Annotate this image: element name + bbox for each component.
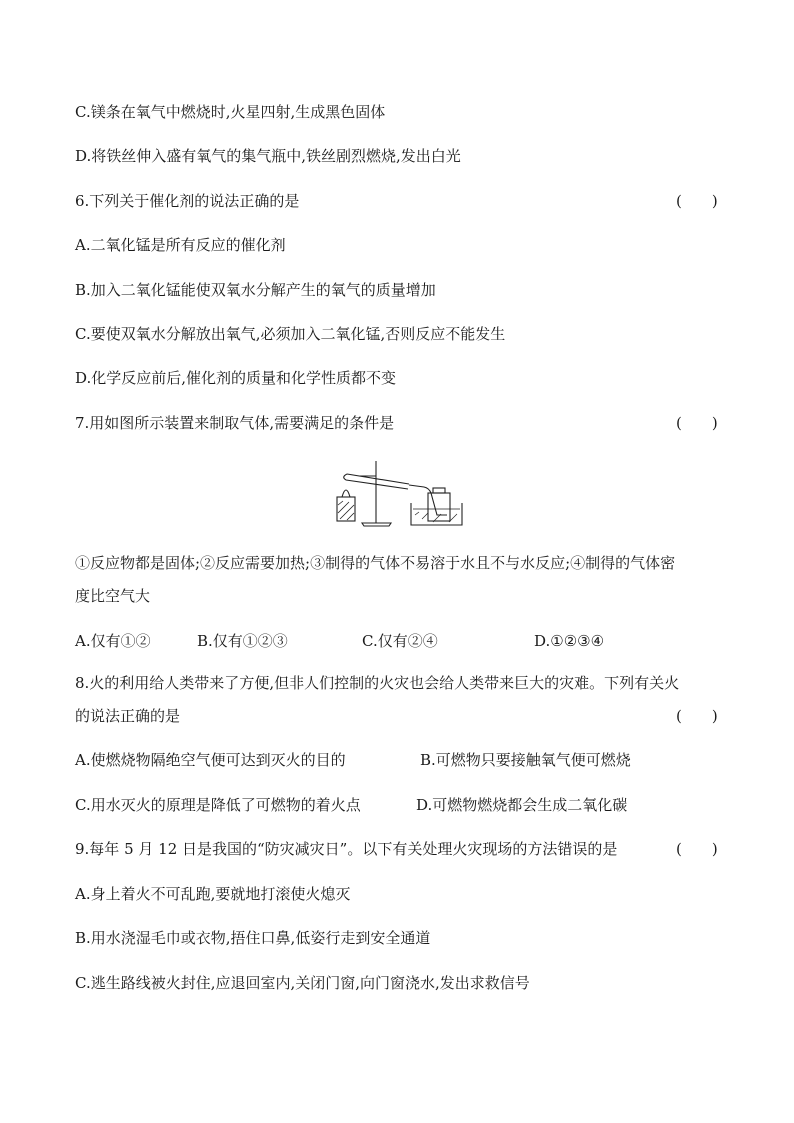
q7-conditions-line1: ①反应物都是固体;②反应需要加热;③制得的气体不易溶于水且不与水反应;④制得的气体密 — [75, 554, 676, 572]
q9-answer-paren: ( ) — [676, 840, 718, 858]
q7-option-b: B.仅有①②③ — [197, 632, 288, 650]
stand-base — [362, 523, 391, 526]
q9-option-c: C.逃生路线被火封住,应退回室内,关闭门窗,向门窗浇水,发出求救信号 — [75, 974, 530, 992]
q7-option-c: C.仅有②④ — [362, 632, 438, 650]
burner-flame — [342, 490, 350, 497]
q9-stem: 9.每年 5 月 12 日是我国的“防灾减灾日”。以下有关处理火灾现场的方法错误的是 — [75, 840, 618, 858]
bottle-neck — [433, 488, 445, 493]
burner-hatching — [338, 501, 354, 520]
q5-option-c: C.镁条在氧气中燃烧时,火星四射,生成黑色固体 — [75, 103, 386, 121]
q8-option-b: B.可燃物只要接触氧气便可燃烧 — [420, 751, 631, 769]
q6-option-a: A.二氧化锰是所有反应的催化剂 — [75, 236, 286, 254]
q8-stem-line2: 的说法正确的是 — [75, 707, 181, 725]
q8-answer-paren: ( ) — [676, 707, 718, 725]
q7-option-a: A.仅有①② — [75, 632, 151, 650]
burner-body — [337, 497, 355, 521]
q7-conditions-line2: 度比空气大 — [75, 587, 151, 605]
q6-option-c: C.要使双氧水分解放出氧气,必须加入二氧化锰,否则反应不能发生 — [75, 325, 506, 343]
q6-option-b: B.加入二氧化锰能使双氧水分解产生的氧气的质量增加 — [75, 281, 436, 299]
collecting-bottle — [428, 493, 450, 521]
q9-option-a: A.身上着火不可乱跑,要就地打滚使火熄灭 — [75, 885, 351, 903]
q7-stem: 7.用如图所示装置来制取气体,需要满足的条件是 — [75, 414, 395, 432]
q9-option-b: B.用水浇湿毛巾或衣物,捂住口鼻,低姿行走到安全通道 — [75, 929, 431, 947]
q5-option-d: D.将铁丝伸入盛有氧气的集气瓶中,铁丝剧烈燃烧,发出白光 — [75, 147, 461, 165]
q7-answer-paren: ( ) — [676, 414, 718, 432]
q6-option-d: D.化学反应前后,催化剂的质量和化学性质都不变 — [75, 369, 397, 387]
q6-stem: 6.下列关于催化剂的说法正确的是 — [75, 192, 300, 210]
q8-option-c: C.用水灭火的原理是降低了可燃物的着火点 — [75, 796, 361, 814]
q8-option-d: D.可燃物燃烧都会生成二氧化碳 — [416, 796, 628, 814]
q6-answer-paren: ( ) — [676, 192, 718, 210]
q7-option-d: D.①②③④ — [534, 632, 605, 650]
gas-preparation-apparatus-figure — [329, 457, 464, 529]
q8-stem-line1: 8.火的利用给人类带来了方便,但非人们控制的火灾也会给人类带来巨大的灾难。下列有关火 — [75, 674, 680, 692]
q8-option-a: A.使燃烧物隔绝空气便可达到灭火的目的 — [75, 751, 346, 769]
